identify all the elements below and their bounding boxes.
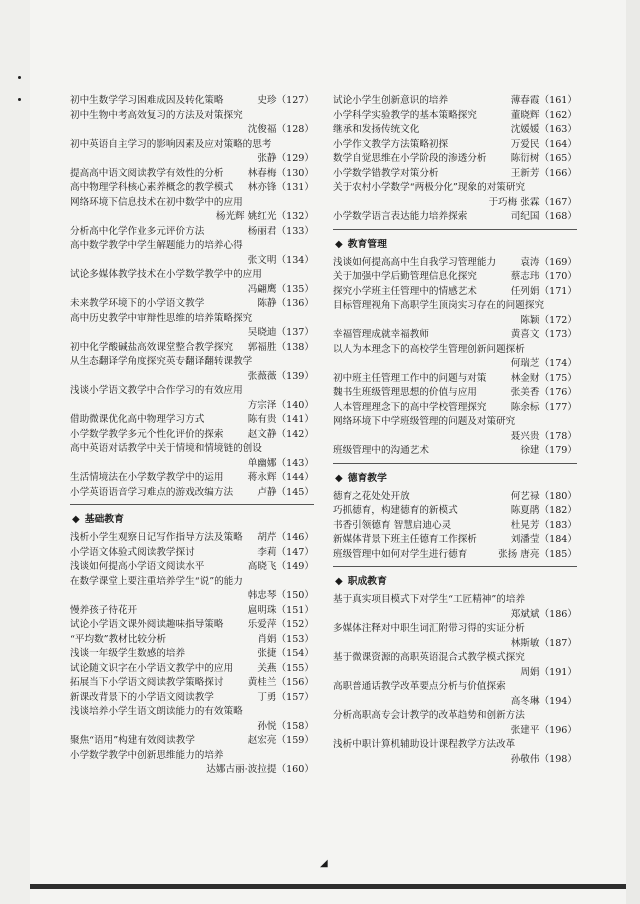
article-title: 从生态翻译学角度探究英专翻译翻转课教学 [70, 356, 253, 367]
article-title: 初中化学酸碱盐高效课堂整合教学探究 [70, 341, 234, 353]
article-title: 小学数学教学中创新思维能力的培养 [70, 749, 224, 761]
article-title: 幸福管理成就幸福教师 [333, 329, 429, 340]
article-author-page: 史珍（127） [257, 95, 314, 106]
article-title: 拓展当下小学语文阅读教学策略探讨 [70, 677, 224, 688]
toc-entry [70, 618, 314, 633]
toc-entry [333, 490, 577, 505]
article-author-page: 肖娟（153） [257, 633, 314, 645]
article-author-page: 何瑞芝（174） [510, 358, 577, 369]
article-author-page: 袁涛（169） [520, 256, 577, 268]
section-heading [333, 468, 577, 490]
article-title: 小学数学教学多元个性化评价的探索 [70, 428, 224, 440]
article-author-page: 陈衍树（165） [510, 153, 577, 164]
article-author-page: 黄桂兰（156） [247, 677, 314, 688]
toc-entry [333, 152, 577, 167]
article-title: 初中班主任管理工作中的问题与对策 [333, 372, 487, 384]
article-author-page: 郭福胜（138） [247, 341, 314, 353]
article-author-page: 聂兴贵（178） [510, 430, 577, 442]
article-title: 探究小学班主任管理中的情感艺术 [333, 285, 477, 297]
scan-border-right [626, 0, 640, 904]
article-title: 未来教学环境下的小学语文教学 [70, 298, 205, 309]
toc-entry [70, 225, 314, 240]
article-author-page: 杨丽君（133） [247, 225, 314, 237]
article-title: 高中物理学科核心素养概念的教学模式 [70, 182, 234, 193]
article-title: 魏书生班级管理思想的价值与应用 [333, 387, 477, 398]
article-title: 高中数学教学中学生解题能力的培养心得 [70, 240, 243, 251]
article-author-page: 赵宏亮（159） [247, 735, 314, 746]
toc-entry [333, 519, 577, 534]
article-title: 巧抓德育，构建德育的新模式 [333, 505, 458, 516]
diamond-bullet-icon: ◆ [72, 514, 80, 525]
scan-border-left [0, 0, 30, 904]
section-heading [333, 571, 577, 593]
toc-entry [70, 413, 314, 428]
article-title: 分析高中化学作业多元评价方法 [70, 225, 205, 237]
toc-entry [333, 138, 577, 153]
article-author-page: 林春梅（130） [247, 167, 314, 179]
toc-entry [70, 196, 314, 225]
article-author-page: 林金财（175） [510, 372, 577, 384]
article-author-page: 乐爱萍（152） [247, 619, 314, 630]
article-title: 小学英语语音学习难点的游戏改编方法 [70, 486, 234, 498]
toc-entry [70, 384, 314, 413]
article-title: 浅谈培养小学生语文朗读能力的有效策略 [70, 706, 243, 717]
article-author-page: 陈颖（172） [520, 314, 577, 326]
article-title: 聚焦“语用”构建有效阅读教学 [70, 735, 195, 746]
article-author-page: 孙敬伟（198） [510, 753, 577, 765]
section-divider [333, 566, 577, 567]
article-author-page: 林斯敏（187） [510, 637, 577, 649]
article-author-page: 陈夏鹃（182） [510, 505, 577, 516]
toc-entry [333, 651, 577, 680]
article-author-page: 杨光辉 姚红光（132） [215, 211, 314, 222]
diamond-bullet-icon: ◆ [335, 576, 343, 587]
article-title: 浅谈如何提高高中生自我学习管理能力 [333, 256, 497, 268]
article-title: 小学作文教学方法策略初探 [333, 138, 449, 150]
toc-entry [333, 593, 577, 622]
article-title: 数学自觉思维在小学阶段的渗透分析 [333, 153, 487, 164]
article-author-page: 黄喜文（173） [510, 329, 577, 340]
article-author-page: 冯翩鹰（135） [247, 283, 314, 295]
section-heading-text: 职成教育 [347, 576, 387, 587]
article-title: 初中英语自主学习的影响因素及应对策略的思考 [70, 138, 272, 150]
toc-column-right [333, 94, 577, 767]
article-title: 继承和发扬传统文化 [333, 124, 420, 135]
toc-entry [70, 341, 314, 356]
section-divider [333, 229, 577, 230]
toc-entry [70, 138, 314, 167]
toc-entry [70, 268, 314, 297]
article-title: 试论随文识字在小学语文教学中的应用 [70, 662, 234, 674]
article-title: 初中生物中考高效复习的方法及对策探究 [70, 109, 243, 121]
toc-entry [333, 328, 577, 343]
toc-entry [333, 167, 577, 182]
toc-entry [70, 486, 314, 501]
toc-entry [70, 691, 314, 706]
toc-entry [70, 312, 314, 341]
article-author-page: 张薇薇（139） [247, 370, 314, 382]
article-author-page: 任列娟（171） [510, 285, 577, 297]
article-author-page: 卢静（145） [257, 486, 314, 498]
article-author-page: 韩忠琴（150） [247, 590, 314, 601]
toc-entry [70, 662, 314, 677]
article-author-page: 张美香（176） [510, 387, 577, 398]
toc-entry [333, 504, 577, 519]
section-heading-text: 基础教育 [84, 514, 124, 525]
toc-entry [70, 734, 314, 749]
toc-entry [333, 709, 577, 738]
article-author-page: 何艺禄（180） [510, 490, 577, 502]
article-title: 小学语文体验式阅读教学探讨 [70, 546, 195, 558]
article-title: 目标管理视角下高职学生顶岗实习存在的问题探究 [333, 300, 545, 311]
article-title: 新媒体背景下班主任德育工作探析 [333, 534, 477, 545]
section-divider [333, 463, 577, 464]
article-author-page: 林亦锋（131） [247, 182, 314, 193]
article-author-page: 刘潘莹（184） [510, 534, 577, 545]
article-title: 浅谈如何提高小学语文阅读水平 [70, 561, 205, 572]
toc-entry [70, 749, 314, 778]
article-title: 人本管理理念下的高中学校管理探究 [333, 401, 487, 413]
article-author-page: 高晓飞（149） [247, 561, 314, 572]
article-title: 浅析中职计算机辅助设计课程教学方法改革 [333, 739, 516, 750]
toc-entry [70, 471, 314, 486]
article-title: 小学科学实验教学的基本策略探究 [333, 109, 477, 121]
toc-entry [70, 355, 314, 384]
article-title: 小学数学错教学对策分析 [333, 167, 439, 179]
article-title: 多媒体注释对中职生词汇附带习得的实证分析 [333, 623, 525, 634]
article-title: 生活情境法在小学数学教学中的运用 [70, 472, 224, 483]
article-title: 书香引领德育 智慧启迪心灵 [333, 519, 452, 531]
toc-entry [333, 256, 577, 271]
article-author-page: 李莉（147） [257, 546, 314, 558]
toc-entry [333, 181, 577, 210]
article-author-page: 万爱民（164） [510, 138, 577, 150]
article-author-page: 吴晓迪（137） [247, 327, 314, 338]
article-title: 高中英语对话教学中关于情境和情境链的创设 [70, 443, 262, 454]
article-author-page: 蔡志玮（170） [510, 271, 577, 282]
toc-entry [333, 372, 577, 387]
article-author-page: 张捷（154） [257, 648, 314, 659]
section-heading-text: 德育教学 [347, 472, 387, 484]
article-author-page: 薄春霞（161） [510, 95, 577, 106]
article-author-page: 王新芳（166） [510, 167, 577, 179]
toc-entry [70, 575, 314, 604]
toc-entry [333, 94, 577, 109]
toc-entry [70, 428, 314, 443]
section-divider [70, 504, 314, 505]
toc-entry [333, 401, 577, 416]
article-title: 试论小学生创新意识的培养 [333, 95, 449, 106]
toc-column-left [70, 94, 314, 778]
toc-entry [333, 123, 577, 138]
article-title: 基于真实项目模式下对学生“工匠精神”的培养 [333, 594, 526, 605]
article-author-page: 关燕（155） [257, 662, 314, 674]
article-author-page: 方宗泽（140） [247, 399, 314, 411]
article-author-page: 陈有贵（141） [247, 414, 314, 425]
article-title: 班级管理中如何对学生进行德育 [333, 548, 468, 560]
article-title: 试论小学语文课外阅读趣味指导策略 [70, 619, 224, 630]
article-title: 小学数学语言表达能力培养探索 [333, 211, 468, 222]
article-title: 初中生数学学习困难成因及转化策略 [70, 95, 224, 106]
toc-entry [333, 386, 577, 401]
toc-entry [70, 239, 314, 268]
article-author-page: 单幽娜（143） [247, 457, 314, 469]
article-title: “平均数”教材比较分析 [70, 633, 167, 645]
article-author-page: 陈余标（177） [510, 401, 577, 413]
article-author-page: 司纪国（168） [510, 211, 577, 222]
article-title: 德育之花处处开放 [333, 490, 410, 502]
article-title: 高中历史教学中审辩性思维的培养策略探究 [70, 312, 253, 324]
article-title: 新课改背景下的小学语文阅读教学 [70, 691, 214, 703]
article-author-page: 徐建（179） [520, 445, 577, 456]
article-title: 网络环境下信息技术在初中数学中的应用 [70, 196, 243, 208]
toc-entry [70, 167, 314, 182]
toc-entry [333, 533, 577, 548]
toc-entry [70, 94, 314, 109]
toc-entry [333, 270, 577, 285]
toc-entry [70, 633, 314, 648]
toc-entry [333, 210, 577, 225]
article-author-page: 陈静（136） [257, 298, 314, 309]
bottom-rule [30, 884, 626, 889]
article-title: 网络环境下中学班级管理的问题及对策研究 [333, 416, 516, 427]
article-author-page: 高冬琳（194） [510, 695, 577, 707]
toc-entry [333, 738, 577, 767]
article-title: 浅谈小学语文教学中合作学习的有效应用 [70, 385, 243, 396]
toc-entry [70, 531, 314, 546]
section-heading [70, 509, 314, 531]
diamond-bullet-icon: ◆ [335, 472, 343, 484]
article-title: 浅析小学生观察日记写作指导方法及策略 [70, 532, 243, 543]
article-author-page: 达娜古丽·波拉提（160） [206, 764, 314, 775]
article-title: 基于微课资源的高职英语混合式教学模式探究 [333, 652, 525, 663]
article-author-page: 沈俊福（128） [247, 124, 314, 135]
toc-entry [333, 680, 577, 709]
article-author-page: 赵文静（142） [247, 428, 314, 440]
article-author-page: 董晓辉（162） [510, 109, 577, 121]
toc-entry [70, 297, 314, 312]
toc-entry [70, 647, 314, 662]
article-title: 提高高中语文阅读教学有效性的分析 [70, 167, 224, 179]
article-author-page: 郑斌斌（186） [510, 608, 577, 620]
article-author-page: 张建平（196） [510, 724, 577, 736]
article-author-page: 杜晃芳（183） [510, 519, 577, 531]
article-author-page: 孙悦（158） [257, 720, 314, 732]
article-author-page: 张扬 唐亮（185） [498, 548, 577, 560]
toc-entry [70, 676, 314, 691]
article-author-page: 沈媛媛（163） [510, 124, 577, 135]
margin-dot [18, 98, 21, 101]
toc-entry [333, 548, 577, 563]
toc-entry [333, 444, 577, 459]
article-author-page: 张静（129） [257, 153, 314, 164]
article-title: 关于农村小学数学“两极分化”现象的对策研究 [333, 182, 526, 193]
toc-entry [70, 604, 314, 619]
toc-entry [333, 415, 577, 444]
toc-entry [333, 299, 577, 328]
toc-entry [70, 442, 314, 471]
article-author-page: 蒋永辉（144） [247, 472, 314, 483]
article-title: 以人为本理念下的高校学生管理创新问题探析 [333, 343, 525, 355]
toc-entry [333, 622, 577, 651]
article-title: 班级管理中的沟通艺术 [333, 445, 429, 456]
article-title: 试论多媒体教学技术在小学数学教学中的应用 [70, 269, 262, 280]
toc-entry [333, 285, 577, 300]
margin-dot [18, 76, 21, 79]
article-author-page: 扈明珠（151） [247, 604, 314, 616]
article-title: 高职普通话教学改革要点分析与价值探索 [333, 681, 506, 692]
diamond-bullet-icon: ◆ [335, 238, 343, 250]
toc-entry [70, 560, 314, 575]
article-author-page: 张文明（134） [247, 254, 314, 266]
article-author-page: 周娟（191） [520, 666, 577, 678]
article-author-page: 于巧梅 张霖（167） [488, 196, 577, 208]
article-title: 分析高职高专会计教学的改革趋势和创新方法 [333, 710, 525, 721]
article-title: 在数学课堂上要注重培养学生“说”的能力 [70, 575, 243, 587]
page-mark: ◢ [320, 858, 328, 869]
toc-entry [70, 546, 314, 561]
article-author-page: 胡芹（146） [257, 532, 314, 543]
toc-entry [333, 109, 577, 124]
toc-entry [70, 705, 314, 734]
toc-entry [333, 343, 577, 372]
section-heading-text: 教育管理 [347, 238, 387, 250]
article-title: 慢养孩子待花开 [70, 604, 138, 616]
article-title: 浅谈一年级学生数感的培养 [70, 648, 186, 659]
article-author-page: 丁勇（157） [257, 691, 314, 703]
article-title: 关于加强中学后勤管理信息化探究 [333, 271, 477, 282]
section-heading [333, 234, 577, 256]
toc-entry [70, 109, 314, 138]
article-title: 借助微课优化高中物理学习方式 [70, 414, 205, 425]
toc-entry [70, 181, 314, 196]
